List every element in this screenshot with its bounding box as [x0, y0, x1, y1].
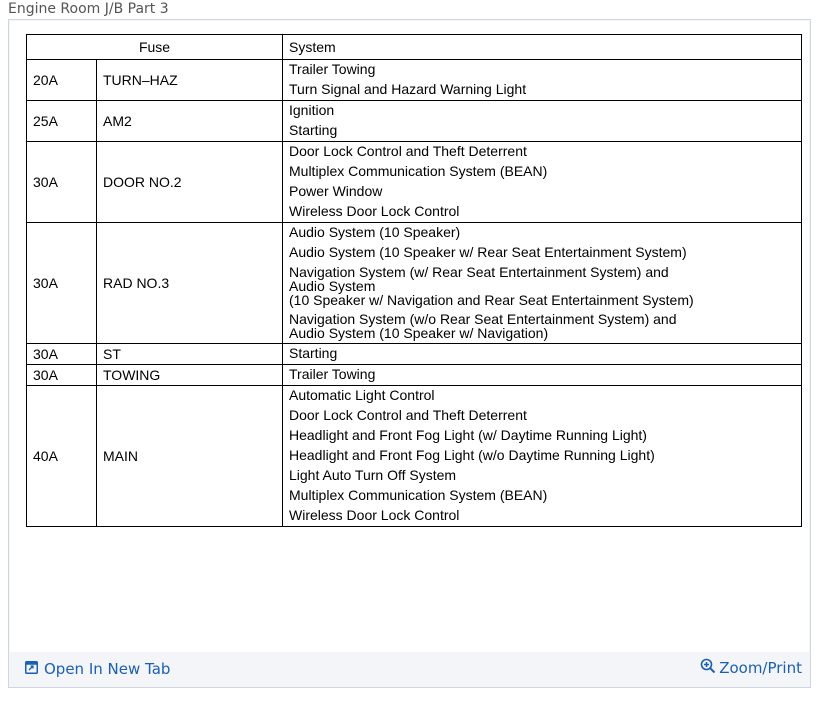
fuse-name: AM2 [97, 101, 283, 142]
table-row [27, 344, 802, 365]
fuse-name: ST [97, 344, 283, 365]
zoom-print-link[interactable] [700, 658, 802, 678]
system-entry: Starting [289, 345, 338, 361]
system-entry: Multiplex Communication System (BEAN) [289, 163, 548, 179]
system-entry: Wireless Door Lock Control [289, 203, 460, 219]
system-entry: Wireless Door Lock Control [289, 507, 460, 523]
fuse-name: MAIN [97, 386, 283, 527]
system-entry: Trailer Towing [289, 61, 376, 77]
fuse-systems [283, 365, 802, 386]
system-column-header: System [283, 35, 802, 60]
figure-frame [8, 19, 811, 688]
table-row [27, 223, 802, 344]
system-entry: Trailer Towing [289, 366, 376, 382]
table-row [27, 142, 802, 223]
fuse-table-body [27, 60, 802, 527]
table-row [27, 386, 802, 527]
fuse-name: RAD NO.3 [97, 223, 283, 344]
open-in-new-tab-label: Open In New Tab [44, 660, 171, 678]
open-in-new-tab-link[interactable] [25, 660, 170, 678]
fuse-amperage: 30A [27, 344, 97, 365]
fuse-amperage: 30A [27, 142, 97, 223]
system-entry: Audio System (10 Speaker) [289, 224, 461, 240]
fuse-name: TURN–HAZ [97, 60, 283, 101]
system-entry: Headlight and Front Fog Light (w/o Daytime Running Light) [289, 447, 655, 463]
fuse-amperage: 25A [27, 101, 97, 142]
fuse-systems [283, 101, 802, 142]
table-row [27, 365, 802, 386]
system-entry: Audio System (10 Speaker w/ Rear Seat Entertainment System) [289, 244, 687, 260]
system-entry: Door Lock Control and Theft Deterrent [289, 143, 527, 159]
system-entry: Navigation System (w/o Rear Seat Entertainment System) and Audio System (10 Speaker w/ Navigation) [289, 311, 677, 341]
fuse-amperage: 20A [27, 60, 97, 101]
system-entry: Power Window [289, 183, 383, 199]
fuse-systems [283, 142, 802, 223]
system-entry: Starting [289, 122, 338, 138]
fuse-name: TOWING [97, 365, 283, 386]
table-row [27, 60, 802, 101]
fuse-amperage: 30A [27, 223, 97, 344]
figure-caption: Engine Room J/B Part 3 [8, 1, 169, 17]
fuse-column-header: Fuse [27, 35, 283, 60]
fuse-table [26, 34, 802, 527]
system-entry: Light Auto Turn Off System [289, 467, 457, 483]
table-area [10, 21, 809, 652]
zoom-in-icon [700, 658, 716, 678]
fuse-systems [283, 223, 802, 344]
open-in-new-tab-icon [25, 660, 38, 678]
system-entry: Ignition [289, 102, 335, 118]
system-entry: Automatic Light Control [289, 387, 435, 403]
system-entry: Headlight and Front Fog Light (w/ Daytime Running Light) [289, 427, 647, 443]
system-entry: Turn Signal and Hazard Warning Light [289, 81, 527, 97]
fuse-systems [283, 60, 802, 101]
table-header-row [27, 35, 802, 60]
system-entry: Door Lock Control and Theft Deterrent [289, 407, 527, 423]
fuse-systems [283, 344, 802, 365]
fuse-amperage: 40A [27, 386, 97, 527]
system-entry: Multiplex Communication System (BEAN) [289, 487, 548, 503]
figure-footer [9, 652, 810, 687]
fuse-name: DOOR NO.2 [97, 142, 283, 223]
fuse-systems [283, 386, 802, 527]
system-entry: Navigation System (w/ Rear Seat Entertainment System) and Audio System (10 Speaker w/ Navigation and Rear Seat Entertainment System) [289, 264, 694, 308]
table-row [27, 101, 802, 142]
zoom-print-label: Zoom/Print [719, 659, 802, 677]
fuse-amperage: 30A [27, 365, 97, 386]
